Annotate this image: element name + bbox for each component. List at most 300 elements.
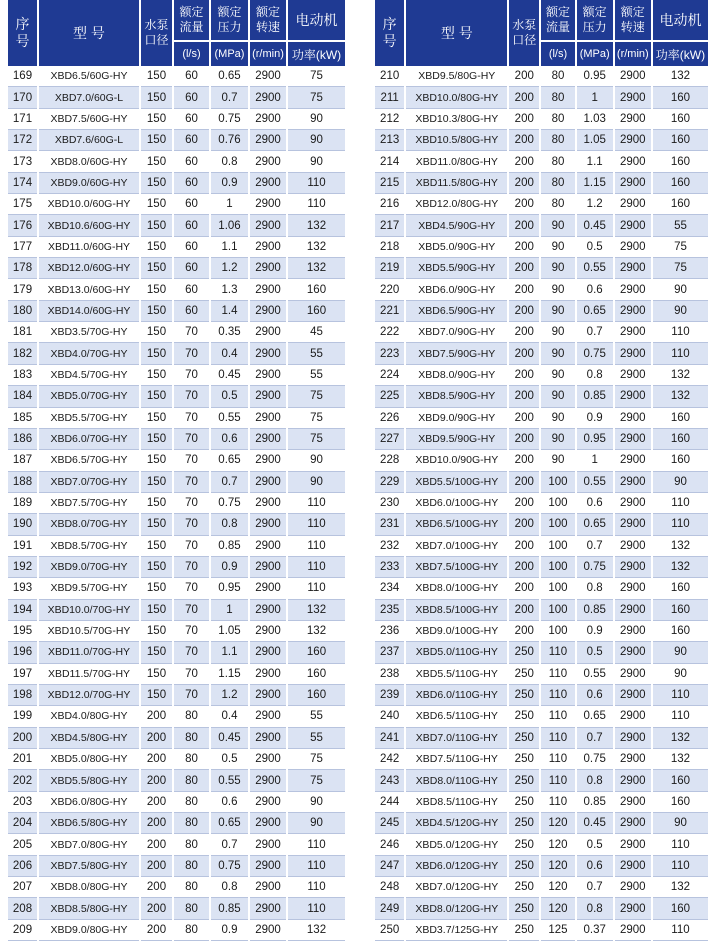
- cell-speed: 2900: [615, 365, 651, 386]
- cell-power: 132: [653, 536, 708, 557]
- table-row: [375, 237, 708, 258]
- table-row: [375, 642, 708, 663]
- cell-flow: 120: [541, 898, 574, 919]
- header-motor: 电动机: [288, 0, 345, 40]
- cell-power: 110: [288, 578, 345, 599]
- cell-pressure: 0.85: [577, 386, 613, 407]
- cell-flow: 80: [174, 749, 209, 770]
- cell-flow: 60: [174, 258, 209, 279]
- table-row: [8, 215, 345, 236]
- cell-pressure: 0.65: [577, 514, 613, 535]
- cell-speed: 2900: [250, 493, 286, 514]
- cell-pressure: 0.8: [211, 514, 248, 535]
- cell-inlet: 150: [141, 408, 172, 429]
- header-pressure-unit: (MPa): [211, 40, 248, 66]
- cell-power: 110: [288, 514, 345, 535]
- cell-flow: 70: [174, 557, 209, 578]
- cell-inlet: 200: [509, 215, 539, 236]
- cell-flow: 80: [174, 813, 209, 834]
- cell-model: XBD3.5/70G-HY: [39, 322, 139, 343]
- table-row: [375, 130, 708, 151]
- cell-inlet: 250: [509, 813, 539, 834]
- cell-seq: 235: [375, 600, 404, 621]
- cell-model: XBD7.0/90G-HY: [406, 322, 507, 343]
- cell-speed: 2900: [250, 557, 286, 578]
- header-speed-unit: (r/min): [615, 40, 651, 66]
- header-model: 型 号: [406, 0, 507, 66]
- cell-power: 110: [653, 920, 708, 941]
- cell-seq: 175: [8, 194, 37, 215]
- cell-speed: 2900: [250, 792, 286, 813]
- table-row: [8, 728, 345, 749]
- cell-pressure: 1.06: [211, 215, 248, 236]
- cell-model: XBD5.5/100G-HY: [406, 472, 507, 493]
- cell-seq: 234: [375, 578, 404, 599]
- cell-inlet: 150: [141, 386, 172, 407]
- cell-speed: 2900: [250, 322, 286, 343]
- table-row: [8, 493, 345, 514]
- cell-inlet: 200: [141, 728, 172, 749]
- cell-model: XBD6.5/110G-HY: [406, 706, 507, 727]
- cell-pressure: 0.65: [211, 813, 248, 834]
- cell-model: XBD8.5/110G-HY: [406, 792, 507, 813]
- cell-pressure: 0.45: [211, 728, 248, 749]
- table-row: [375, 173, 708, 194]
- cell-seq: 177: [8, 237, 37, 258]
- cell-flow: 90: [541, 322, 574, 343]
- cell-inlet: 200: [509, 408, 539, 429]
- cell-speed: 2900: [615, 920, 651, 941]
- table-row: [8, 279, 345, 300]
- table-row: [8, 749, 345, 770]
- table-row: [8, 685, 345, 706]
- cell-flow: 80: [174, 856, 209, 877]
- cell-pressure: 1.2: [577, 194, 613, 215]
- cell-power: 160: [653, 450, 708, 471]
- cell-pressure: 1.3: [211, 279, 248, 300]
- cell-model: XBD9.5/90G-HY: [406, 429, 507, 450]
- cell-speed: 2900: [250, 279, 286, 300]
- table-row: [8, 834, 345, 855]
- cell-model: XBD12.0/80G-HY: [406, 194, 507, 215]
- table-row: [375, 898, 708, 919]
- cell-flow: 120: [541, 877, 574, 898]
- cell-power: 75: [288, 429, 345, 450]
- table-row: [375, 408, 708, 429]
- cell-seq: 203: [8, 792, 37, 813]
- cell-model: XBD12.0/60G-HY: [39, 258, 139, 279]
- table-row: [375, 877, 708, 898]
- cell-flow: 110: [541, 706, 574, 727]
- table-row: [8, 322, 345, 343]
- cell-speed: 2900: [615, 685, 651, 706]
- table-row: [8, 856, 345, 877]
- cell-speed: 2900: [615, 749, 651, 770]
- cell-flow: 110: [541, 792, 574, 813]
- cell-flow: 90: [541, 429, 574, 450]
- cell-speed: 2900: [250, 664, 286, 685]
- cell-speed: 2900: [615, 642, 651, 663]
- header-pressure: 额定 压力: [577, 0, 613, 40]
- table-row: [375, 706, 708, 727]
- cell-power: 132: [288, 920, 345, 941]
- cell-power: 160: [288, 279, 345, 300]
- cell-speed: 2900: [250, 130, 286, 151]
- cell-pressure: 1: [211, 600, 248, 621]
- cell-inlet: 200: [509, 557, 539, 578]
- table-row: [8, 408, 345, 429]
- header-flow-unit: (l/s): [174, 40, 209, 66]
- cell-flow: 70: [174, 578, 209, 599]
- table-row: [375, 66, 708, 87]
- table-row: [8, 472, 345, 493]
- table-row: [375, 621, 708, 642]
- cell-pressure: 0.55: [577, 258, 613, 279]
- cell-power: 75: [288, 749, 345, 770]
- cell-inlet: 200: [509, 301, 539, 322]
- cell-power: 160: [653, 194, 708, 215]
- cell-seq: 231: [375, 514, 404, 535]
- cell-power: 110: [288, 557, 345, 578]
- cell-seq: 232: [375, 536, 404, 557]
- cell-seq: 223: [375, 343, 404, 364]
- cell-pressure: 0.9: [577, 408, 613, 429]
- cell-flow: 60: [174, 237, 209, 258]
- cell-model: XBD10.3/80G-HY: [406, 109, 507, 130]
- cell-speed: 2900: [250, 215, 286, 236]
- cell-speed: 2900: [250, 194, 286, 215]
- table-row: [8, 877, 345, 898]
- table-row: [375, 322, 708, 343]
- header-pressure-unit: (MPa): [577, 40, 613, 66]
- cell-inlet: 250: [509, 749, 539, 770]
- cell-seq: 170: [8, 87, 37, 108]
- cell-pressure: 0.95: [211, 578, 248, 599]
- cell-model: XBD11.0/80G-HY: [406, 151, 507, 172]
- cell-model: XBD14.0/60G-HY: [39, 301, 139, 322]
- cell-flow: 70: [174, 386, 209, 407]
- cell-speed: 2900: [250, 856, 286, 877]
- table-row: [8, 642, 345, 663]
- cell-inlet: 150: [141, 279, 172, 300]
- cell-model: XBD9.5/70G-HY: [39, 578, 139, 599]
- cell-seq: 201: [8, 749, 37, 770]
- cell-seq: 212: [375, 109, 404, 130]
- cell-speed: 2900: [250, 514, 286, 535]
- cell-model: XBD6.0/90G-HY: [406, 279, 507, 300]
- cell-power: 160: [288, 685, 345, 706]
- cell-power: 160: [653, 87, 708, 108]
- cell-model: XBD8.0/110G-HY: [406, 770, 507, 791]
- cell-pressure: 1.05: [577, 130, 613, 151]
- cell-pressure: 0.5: [211, 386, 248, 407]
- header-seq: 序 号: [375, 0, 404, 66]
- cell-power: 110: [288, 834, 345, 855]
- cell-seq: 214: [375, 151, 404, 172]
- table-row: [8, 109, 345, 130]
- cell-flow: 60: [174, 279, 209, 300]
- cell-speed: 2900: [615, 237, 651, 258]
- cell-seq: 195: [8, 621, 37, 642]
- table-row: [8, 578, 345, 599]
- cell-pressure: 0.9: [211, 557, 248, 578]
- table-row: [375, 472, 708, 493]
- cell-inlet: 250: [509, 706, 539, 727]
- cell-flow: 60: [174, 151, 209, 172]
- cell-seq: 213: [375, 130, 404, 151]
- cell-model: XBD6.5/80G-HY: [39, 813, 139, 834]
- cell-seq: 233: [375, 557, 404, 578]
- cell-model: XBD10.5/80G-HY: [406, 130, 507, 151]
- cell-inlet: 200: [141, 877, 172, 898]
- cell-pressure: 1.1: [211, 237, 248, 258]
- cell-model: XBD8.5/70G-HY: [39, 536, 139, 557]
- cell-flow: 90: [541, 215, 574, 236]
- cell-seq: 182: [8, 343, 37, 364]
- cell-inlet: 250: [509, 792, 539, 813]
- cell-speed: 2900: [615, 130, 651, 151]
- cell-inlet: 200: [509, 493, 539, 514]
- cell-power: 75: [288, 66, 345, 87]
- cell-speed: 2900: [250, 408, 286, 429]
- cell-seq: 189: [8, 493, 37, 514]
- table-row: [375, 493, 708, 514]
- cell-flow: 120: [541, 813, 574, 834]
- cell-flow: 110: [541, 770, 574, 791]
- cell-flow: 60: [174, 194, 209, 215]
- cell-pressure: 0.75: [211, 493, 248, 514]
- header-speed-unit: (r/min): [250, 40, 286, 66]
- table-row: [375, 834, 708, 855]
- cell-inlet: 200: [509, 621, 539, 642]
- cell-model: XBD6.0/110G-HY: [406, 685, 507, 706]
- cell-power: 110: [288, 898, 345, 919]
- cell-seq: 180: [8, 301, 37, 322]
- cell-power: 55: [288, 728, 345, 749]
- cell-inlet: 200: [509, 237, 539, 258]
- cell-seq: 198: [8, 685, 37, 706]
- cell-power: 90: [653, 279, 708, 300]
- cell-pressure: 0.8: [211, 877, 248, 898]
- cell-flow: 125: [541, 920, 574, 941]
- cell-model: XBD7.0/80G-HY: [39, 834, 139, 855]
- cell-model: XBD8.0/100G-HY: [406, 578, 507, 599]
- cell-speed: 2900: [250, 258, 286, 279]
- cell-power: 90: [288, 472, 345, 493]
- cell-pressure: 1.1: [211, 642, 248, 663]
- cell-speed: 2900: [615, 578, 651, 599]
- cell-power: 55: [288, 365, 345, 386]
- cell-flow: 80: [174, 834, 209, 855]
- cell-seq: 248: [375, 877, 404, 898]
- cell-speed: 2900: [615, 194, 651, 215]
- cell-pressure: 0.7: [577, 322, 613, 343]
- cell-flow: 60: [174, 301, 209, 322]
- left-spec-table: [6, 0, 347, 941]
- table-row: [375, 792, 708, 813]
- cell-power: 90: [653, 301, 708, 322]
- table-row: [8, 237, 345, 258]
- cell-seq: 207: [8, 877, 37, 898]
- right-spec-panel: [373, 0, 710, 941]
- cell-speed: 2900: [250, 600, 286, 621]
- cell-pressure: 0.8: [577, 365, 613, 386]
- cell-inlet: 250: [509, 898, 539, 919]
- cell-inlet: 200: [509, 536, 539, 557]
- cell-flow: 80: [541, 66, 574, 87]
- cell-pressure: 0.95: [577, 429, 613, 450]
- header-inlet: 水泵 口径: [141, 0, 172, 66]
- cell-flow: 70: [174, 322, 209, 343]
- cell-flow: 80: [174, 792, 209, 813]
- cell-flow: 70: [174, 343, 209, 364]
- cell-speed: 2900: [250, 877, 286, 898]
- cell-seq: 197: [8, 664, 37, 685]
- left-spec-panel: [6, 0, 347, 941]
- cell-model: XBD5.0/80G-HY: [39, 749, 139, 770]
- cell-flow: 70: [174, 514, 209, 535]
- cell-model: XBD10.5/70G-HY: [39, 621, 139, 642]
- cell-seq: 188: [8, 472, 37, 493]
- cell-speed: 2900: [615, 450, 651, 471]
- table-row: [8, 920, 345, 941]
- cell-model: XBD5.5/80G-HY: [39, 770, 139, 791]
- table-row: [375, 557, 708, 578]
- cell-pressure: 1.03: [577, 109, 613, 130]
- cell-pressure: 0.95: [577, 66, 613, 87]
- cell-flow: 90: [541, 343, 574, 364]
- cell-power: 160: [288, 642, 345, 663]
- cell-speed: 2900: [250, 920, 286, 941]
- cell-pressure: 0.55: [211, 408, 248, 429]
- cell-speed: 2900: [250, 429, 286, 450]
- cell-speed: 2900: [615, 66, 651, 87]
- cell-power: 75: [288, 386, 345, 407]
- cell-inlet: 200: [141, 813, 172, 834]
- cell-flow: 80: [174, 706, 209, 727]
- cell-flow: 100: [541, 600, 574, 621]
- cell-inlet: 250: [509, 920, 539, 941]
- cell-power: 160: [653, 578, 708, 599]
- cell-inlet: 200: [509, 322, 539, 343]
- cell-pressure: 0.8: [577, 898, 613, 919]
- table-row: [8, 514, 345, 535]
- table-row: [8, 130, 345, 151]
- cell-pressure: 1.05: [211, 621, 248, 642]
- table-row: [375, 279, 708, 300]
- cell-flow: 80: [541, 87, 574, 108]
- cell-model: XBD10.0/60G-HY: [39, 194, 139, 215]
- table-row: [8, 898, 345, 919]
- cell-seq: 200: [8, 728, 37, 749]
- cell-flow: 110: [541, 664, 574, 685]
- cell-seq: 181: [8, 322, 37, 343]
- cell-inlet: 200: [141, 920, 172, 941]
- cell-inlet: 200: [509, 194, 539, 215]
- cell-power: 132: [288, 237, 345, 258]
- cell-pressure: 0.7: [211, 472, 248, 493]
- cell-pressure: 0.6: [211, 792, 248, 813]
- cell-flow: 80: [174, 770, 209, 791]
- table-row: [8, 706, 345, 727]
- cell-flow: 80: [174, 898, 209, 919]
- table-row: [375, 856, 708, 877]
- cell-model: XBD4.5/90G-HY: [406, 215, 507, 236]
- cell-seq: 187: [8, 450, 37, 471]
- cell-speed: 2900: [615, 834, 651, 855]
- cell-model: XBD5.0/70G-HY: [39, 386, 139, 407]
- table-row: [8, 301, 345, 322]
- cell-power: 132: [653, 557, 708, 578]
- cell-seq: 225: [375, 386, 404, 407]
- cell-power: 110: [288, 493, 345, 514]
- cell-speed: 2900: [250, 685, 286, 706]
- cell-inlet: 150: [141, 514, 172, 535]
- cell-power: 90: [653, 472, 708, 493]
- header-pressure: 额定 压力: [211, 0, 248, 40]
- header-speed: 额定 转速: [250, 0, 286, 40]
- cell-pressure: 1: [577, 450, 613, 471]
- cell-inlet: 150: [141, 536, 172, 557]
- cell-model: XBD6.5/100G-HY: [406, 514, 507, 535]
- cell-model: XBD6.0/100G-HY: [406, 493, 507, 514]
- cell-pressure: 0.9: [577, 621, 613, 642]
- cell-model: XBD8.5/100G-HY: [406, 600, 507, 621]
- cell-speed: 2900: [250, 813, 286, 834]
- cell-model: XBD10.0/80G-HY: [406, 87, 507, 108]
- cell-inlet: 200: [141, 792, 172, 813]
- cell-seq: 228: [375, 450, 404, 471]
- cell-inlet: 150: [141, 258, 172, 279]
- table-row: [375, 151, 708, 172]
- cell-pressure: 0.55: [577, 472, 613, 493]
- cell-speed: 2900: [250, 536, 286, 557]
- cell-flow: 100: [541, 514, 574, 535]
- cell-inlet: 150: [141, 215, 172, 236]
- cell-speed: 2900: [615, 664, 651, 685]
- cell-seq: 220: [375, 279, 404, 300]
- cell-speed: 2900: [250, 621, 286, 642]
- cell-speed: 2900: [250, 642, 286, 663]
- cell-power: 75: [653, 237, 708, 258]
- cell-pressure: 1: [577, 87, 613, 108]
- cell-power: 160: [653, 770, 708, 791]
- right-table-body: [375, 66, 708, 941]
- cell-flow: 60: [174, 109, 209, 130]
- cell-inlet: 200: [509, 109, 539, 130]
- cell-flow: 60: [174, 173, 209, 194]
- cell-power: 160: [653, 898, 708, 919]
- table-row: [375, 109, 708, 130]
- cell-inlet: 150: [141, 365, 172, 386]
- cell-power: 110: [653, 493, 708, 514]
- cell-speed: 2900: [250, 151, 286, 172]
- cell-speed: 2900: [250, 237, 286, 258]
- cell-power: 110: [288, 856, 345, 877]
- table-row: [8, 151, 345, 172]
- cell-model: XBD7.5/60G-HY: [39, 109, 139, 130]
- cell-pressure: 0.65: [211, 66, 248, 87]
- cell-speed: 2900: [250, 706, 286, 727]
- cell-model: XBD9.0/80G-HY: [39, 920, 139, 941]
- cell-model: XBD11.5/70G-HY: [39, 664, 139, 685]
- cell-pressure: 1.15: [577, 173, 613, 194]
- cell-power: 45: [288, 322, 345, 343]
- cell-flow: 90: [541, 258, 574, 279]
- cell-speed: 2900: [615, 557, 651, 578]
- cell-seq: 236: [375, 621, 404, 642]
- cell-flow: 90: [541, 301, 574, 322]
